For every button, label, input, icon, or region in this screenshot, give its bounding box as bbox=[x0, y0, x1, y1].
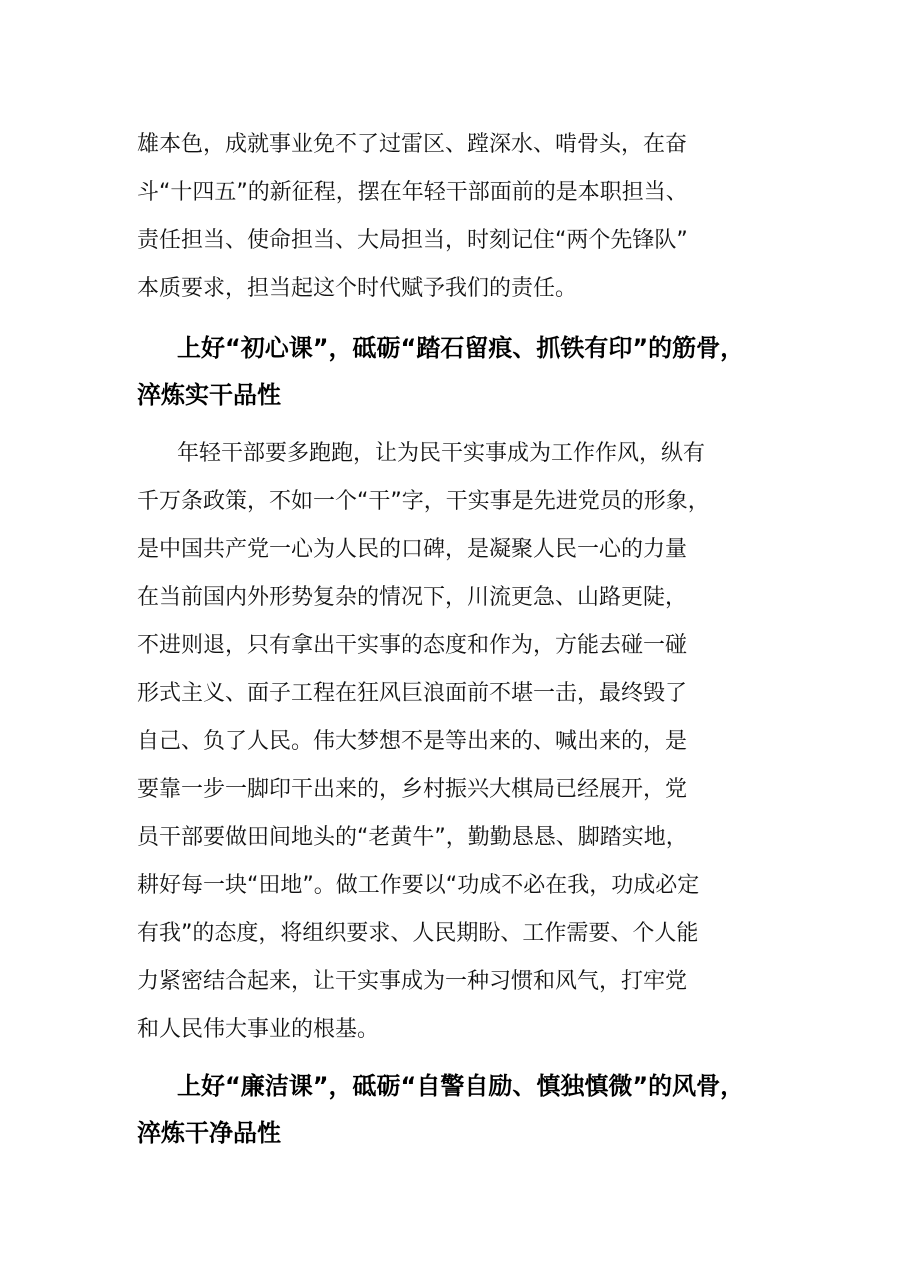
heading-line: 上好“初心课”，砥砺“踏石留痕、抓铁有印”的筋骨， bbox=[177, 334, 745, 362]
paragraph-line: 本质要求，担当起这个时代赋予我们的责任。 bbox=[137, 276, 578, 301]
heading-line: 上好“廉洁课”，砥砺“自警自励、慎独慎微”的风骨， bbox=[177, 1072, 745, 1100]
paragraph-line: 耕好每一块“田地”。做工作要以“功成不必在我，功成必定 bbox=[137, 873, 700, 898]
paragraph-line: 雄本色，成就事业免不了过雷区、蹚深水、啃骨头，在奋 bbox=[137, 132, 688, 157]
paragraph-line: 是中国共产党一心为人民的口碑，是凝聚人民一心的力量 bbox=[137, 537, 688, 562]
paragraph-line: 形式主义、面子工程在狂风巨浪面前不堪一击，最终毁了 bbox=[137, 681, 688, 706]
paragraph-line: 不进则退，只有拿出干实事的态度和作为，方能去碰一碰 bbox=[137, 633, 688, 658]
paragraph-line: 力紧密结合起来，让干实事成为一种习惯和风气，打牢党 bbox=[137, 969, 688, 994]
paragraph-line: 在当前国内外形势复杂的情况下，川流更急、山路更陡， bbox=[137, 585, 688, 610]
paragraph-line: 斗“十四五”的新征程，摆在年轻干部面前的是本职担当、 bbox=[137, 180, 688, 205]
paragraph-line: 要靠一步一脚印干出来的，乡村振兴大棋局已经展开，党 bbox=[137, 777, 688, 802]
heading-line: 淬炼实干品性 bbox=[137, 381, 281, 409]
paragraph-line: 员干部要做田间地头的“老黄牛”，勤勤恳恳、脚踏实地， bbox=[137, 825, 688, 850]
paragraph-line: 责任担当、使命担当、大局担当，时刻记住“两个先锋队” bbox=[137, 228, 688, 253]
paragraph-line: 自己、负了人民。伟大梦想不是等出来的、喊出来的，是 bbox=[137, 729, 688, 754]
heading-line: 淬炼干净品性 bbox=[137, 1119, 281, 1147]
paragraph-line: 有我”的态度，将组织要求、人民期盼、工作需要、个人能 bbox=[137, 921, 699, 946]
paragraph-line: 和人民伟大事业的根基。 bbox=[137, 1017, 380, 1042]
paragraph-line: 年轻干部要多跑跑，让为民干实事成为工作作风，纵有 bbox=[177, 441, 706, 466]
paragraph-line: 千万条政策，不如一个“干”字，干实事是先进党员的形象， bbox=[137, 489, 710, 514]
